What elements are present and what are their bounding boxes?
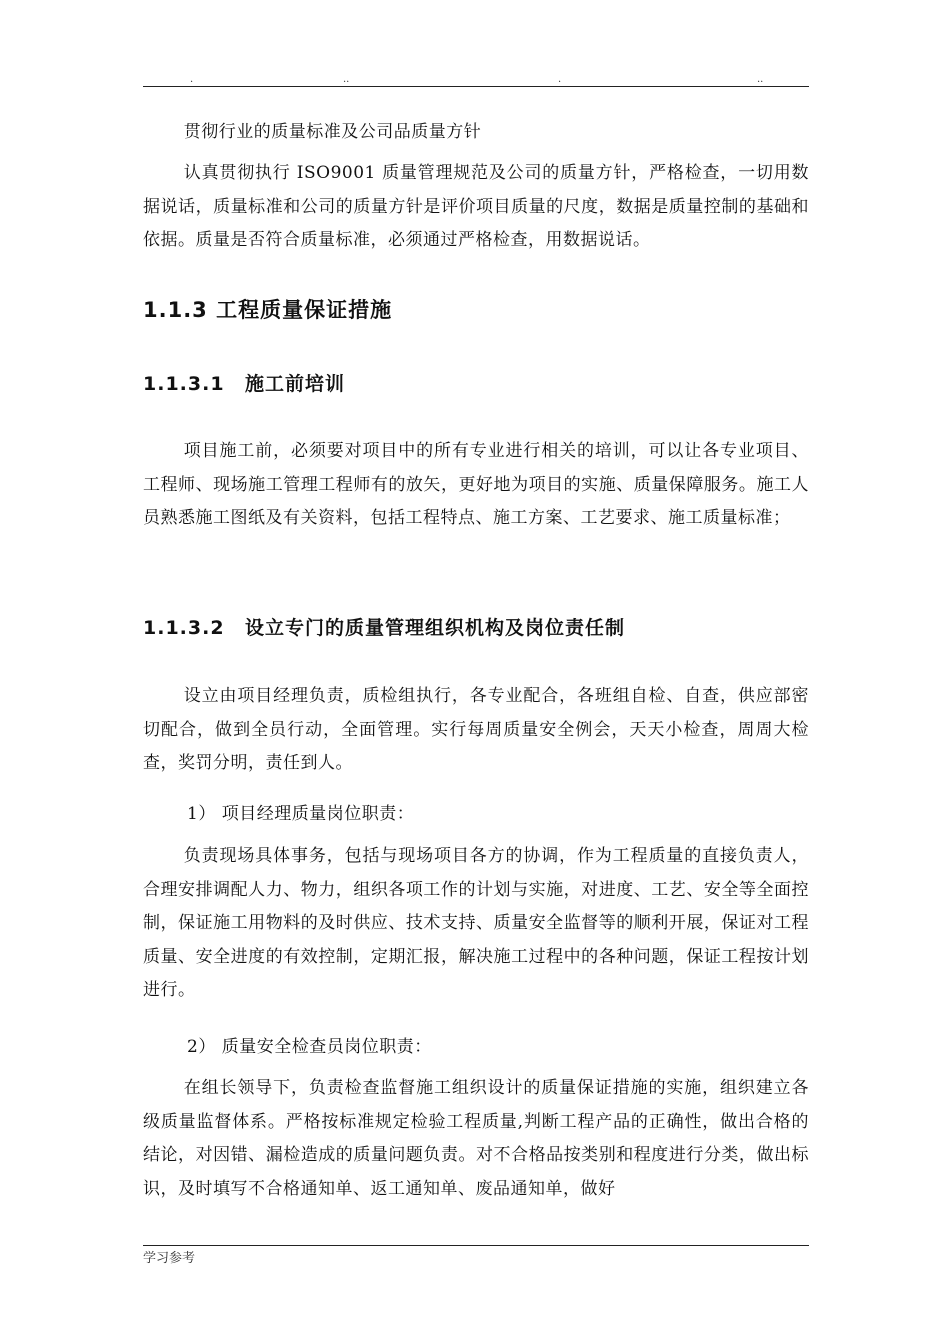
list-item-project-manager: 1） 项目经理质量岗位职责： [187, 804, 415, 824]
heading-title: 设立专门的质量管理组织机构及岗位责任制 [245, 617, 626, 639]
header-mark: .. [343, 74, 350, 85]
paragraph-organization: 设立由项目经理负责，质检组执行，各专业配合，各班组自检、自查，供应部密切配合，做到全员行动，全面管理。实行每周质量安全例会，天天小检查，周周大检查，奖罚分明，责任到人。 [143, 686, 809, 773]
heading-number: 1.1.3.2 [143, 617, 225, 639]
paragraph-manager-duties: 负责现场具体事务，包括与现场项目各方的协调，作为工程质量的直接负责人，合理安排调配人力、物力，组织各项工作的计划与实施，对进度、工艺、安全等全面控制，保证施工用物料的及时供应、技术支持、质量安全监督等的顺利开展，保证对工程质量、安全进度的有效控制，定期汇报，解决施工过程中的各种问题，保证工程按计划进行。 [143, 846, 809, 1000]
section-heading-1-1-3: 1.1.3 工程质量保证措施 [143, 298, 393, 322]
heading-number: 1.1.3.1 [143, 373, 225, 395]
header-mark: . [558, 74, 562, 85]
footer-divider [143, 1245, 809, 1246]
header-divider [143, 86, 809, 87]
heading-title: 施工前培训 [245, 373, 346, 395]
header-mark: .. [757, 74, 764, 85]
paragraph-iso9001: 认真贯彻执行 ISO9001 质量管理规范及公司的质量方针，严格检查，一切用数据说话，质量标准和公司的质量方针是评价项目质量的尺度，数据是质量控制的基础和依据。质量是否符合质量标准，必须通过严格检查，用数据说话。 [143, 163, 809, 250]
paragraph-quality-policy-title: 贯彻行业的质量标准及公司品质量方针 [183, 122, 482, 142]
section-heading-1-1-3-1 [143, 370, 345, 398]
header-mark: . [190, 74, 194, 85]
list-item-quality-inspector: 2） 质量安全检查员岗位职责： [187, 1037, 432, 1057]
paragraph-inspector-duties: 在组长领导下，负责检查监督施工组织设计的质量保证措施的实施，组织建立各级质量监督体系。严格按标准规定检验工程质量,判断工程产品的正确性，做出合格的结论，对因错、漏检造成的质量问题负责。对不合格品按类别和程度进行分类，做出标识，及时填写不合格通知单、返工通知单、废品通知单，做好 [143, 1078, 809, 1199]
page-header [143, 74, 809, 86]
paragraph-training: 项目施工前，必须要对项目中的所有专业进行相关的培训，可以让各专业项目、工程师、现场施工管理工程师有的放矢，更好地为项目的实施、质量保障服务。施工人员熟悉施工图纸及有关资料，包括工程特点、施工方案、工艺要求、施工质量标准； [143, 441, 809, 528]
page-footer: 学习参考 [143, 1251, 196, 1266]
section-heading-1-1-3-2 [143, 614, 625, 642]
